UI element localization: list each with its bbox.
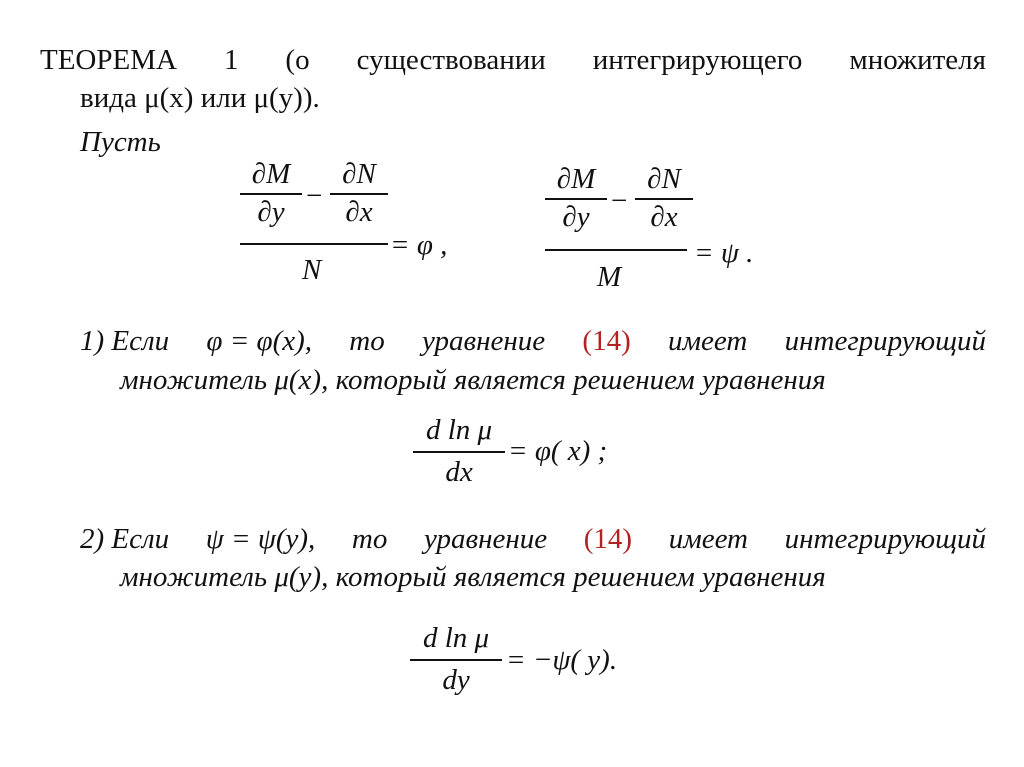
case2-word: имеет — [668, 523, 748, 555]
let-word: Пусть — [80, 126, 161, 158]
denominator: ∂y — [257, 195, 285, 228]
case2-word: интегрирующий — [784, 523, 986, 555]
case1-word: интегрирующий — [784, 325, 986, 357]
case1-word: имеет — [668, 325, 748, 357]
minus-sign: − — [611, 185, 628, 217]
case2-word: 2) Если — [80, 523, 170, 555]
dM-dy-fraction — [545, 165, 607, 232]
main-fraction-bar — [545, 249, 687, 251]
case2-rhs: = −ψ( y). — [506, 644, 618, 676]
fraction-bar — [410, 659, 502, 661]
fraction-bar — [330, 193, 388, 195]
psi-definition — [545, 165, 695, 295]
numerator: ∂M — [251, 158, 291, 190]
denominator: ∂x — [650, 200, 678, 233]
denominator: dy — [442, 663, 470, 696]
psi-rhs: = ψ . — [694, 237, 754, 269]
dN-dx-fraction — [330, 160, 388, 227]
case1-fraction — [413, 416, 505, 487]
case1-word: уравнение — [422, 325, 546, 357]
theorem-word: ТЕОРЕМА — [40, 44, 177, 76]
numerator: d ln μ — [425, 414, 493, 446]
theorem-line-2: вида μ(x) или μ(y)). — [80, 82, 320, 114]
numerator: d ln μ — [422, 622, 490, 654]
denominator: ∂y — [562, 200, 590, 233]
case1-word: то — [349, 325, 385, 357]
case2-word: то — [351, 523, 388, 555]
dN-dx-fraction — [635, 165, 693, 232]
theorem-line-1 — [40, 46, 986, 75]
denominator-M: M — [597, 261, 622, 293]
case1-word: φ = φ(x), — [206, 325, 313, 357]
fraction-bar — [545, 198, 607, 200]
case1-line-1 — [80, 327, 986, 356]
phi-definition — [240, 160, 390, 290]
numerator: ∂N — [647, 163, 681, 195]
theorem-word: существовании — [356, 44, 546, 76]
theorem-word: 1 — [223, 44, 239, 76]
equation-reference: (14) — [582, 325, 631, 357]
denominator-N: N — [302, 254, 322, 286]
case2-word: ψ = ψ(y), — [205, 523, 316, 555]
case1-word: 1) Если — [80, 325, 170, 357]
case2-fraction — [410, 624, 502, 695]
fraction-bar — [413, 451, 505, 453]
equation-reference: (14) — [583, 523, 633, 555]
minus-sign: − — [306, 180, 323, 212]
phi-rhs: = φ , — [390, 229, 448, 261]
case1-line-2: множитель μ(x), который является решением уравнения — [120, 364, 826, 396]
numerator: ∂M — [556, 163, 596, 195]
numerator: ∂N — [342, 158, 376, 190]
theorem-word: множителя — [849, 44, 986, 76]
fraction-bar — [240, 193, 302, 195]
denominator: dx — [445, 455, 473, 488]
case2-line-2: множитель μ(y), который является решением уравнения — [120, 561, 826, 593]
case2-word: уравнение — [424, 523, 548, 555]
theorem-word: (о — [285, 44, 310, 76]
case2-line-1 — [80, 525, 986, 554]
fraction-bar — [635, 198, 693, 200]
main-fraction-bar — [240, 243, 388, 245]
denominator: ∂x — [345, 195, 373, 228]
dM-dy-fraction — [240, 160, 302, 227]
theorem-word: интегрирующего — [592, 44, 803, 76]
case1-rhs: = φ( x) ; — [508, 435, 608, 467]
